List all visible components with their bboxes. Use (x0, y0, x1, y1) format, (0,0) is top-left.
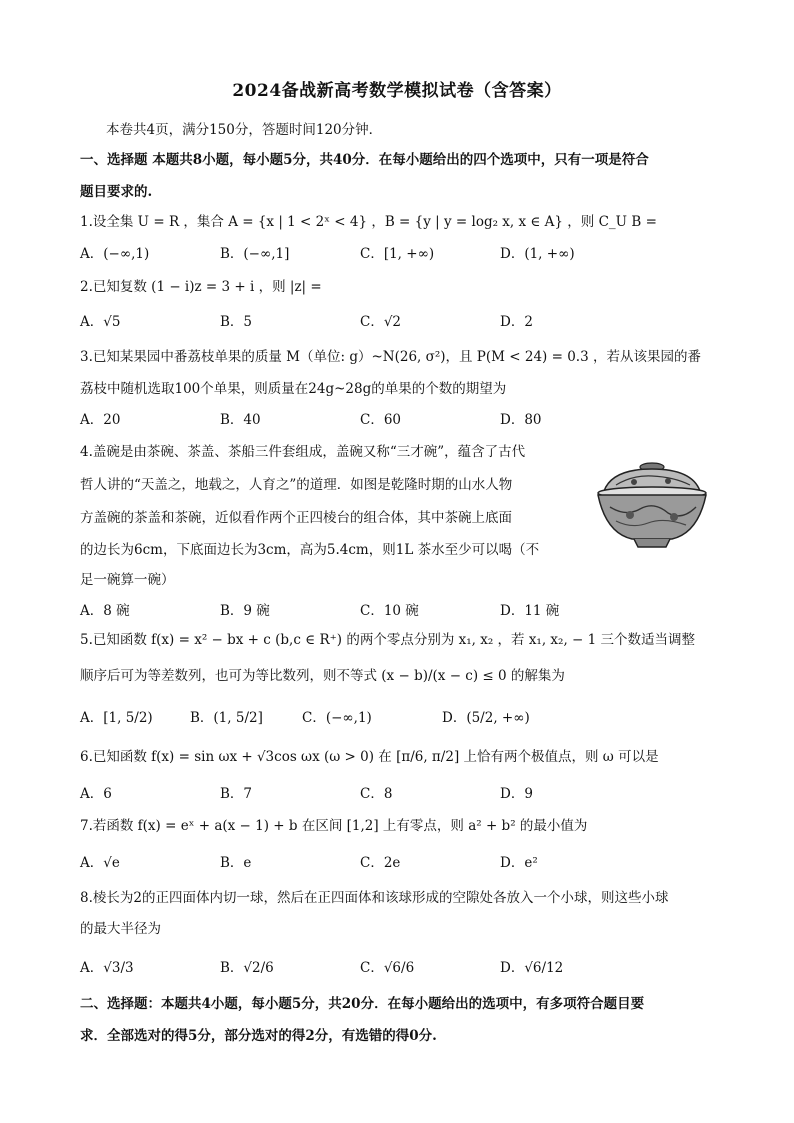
question-8-stem: 8.棱长为2的正四面体内切一球，然后在正四面体和该球形成的空隙处各放入一个小球，则这些小球 (80, 890, 669, 906)
question-4-stem-2: 哲人讲的“天盖之，地载之，人育之”的道理．如图是乾隆时期的山水人物 (80, 477, 513, 493)
q7-option-a: A．√e (80, 855, 120, 871)
q3-option-c: C．60 (360, 412, 402, 428)
intro-text: 本卷共4页，满分150分，答题时间120分钟． (106, 122, 383, 138)
q7-option-d: D．e² (500, 855, 538, 871)
q2-option-c: C．√2 (360, 314, 402, 330)
q4-option-c: C．10 碗 (360, 603, 419, 619)
question-4-stem-4: 的边长为6cm，下底面边长为3cm，高为5.4cm，则1L 茶水至少可以喝（不 (80, 542, 540, 558)
q7-option-b: B．e (220, 855, 252, 871)
question-7-stem: 7.若函数 f(x) = eˣ + a(x − 1) + b 在区间 [1,2] 上有零点，则 a² + b² 的最小值为 (80, 818, 588, 834)
q2-option-d: D．2 (500, 314, 533, 330)
q5-option-d: D．(5/2, +∞) (442, 710, 530, 726)
q8-option-a: A．√3/3 (80, 960, 134, 976)
q2-option-b: B．5 (220, 314, 253, 330)
q6-option-d: D．9 (500, 786, 533, 802)
q3-option-b: B．40 (220, 412, 261, 428)
q5-option-a: A．[1, 5/2) (80, 710, 153, 726)
question-3-stem: 3.已知某果园中番荔枝单果的质量 M（单位: g）~N(26, σ²)，且 P(M < 24) = 0.3 ，若从该果园的番 (80, 349, 701, 365)
question-8-stem-cont: 的最大半径为 (80, 921, 161, 937)
q4-option-b: B．9 碗 (220, 603, 270, 619)
q5-option-b: B．(1, 5/2] (190, 710, 263, 726)
q3-option-d: D．80 (500, 412, 542, 428)
q6-option-b: B．7 (220, 786, 253, 802)
q4-option-d: D．11 碗 (500, 603, 560, 619)
page-title: 2024备战新高考数学模拟试卷（含答案） (232, 81, 562, 101)
question-3-stem-cont: 荔枝中随机选取100个单果，则质量在24g~28g的单果的个数的期望为 (80, 381, 507, 397)
q6-option-a: A．6 (80, 786, 112, 802)
q1-option-d: D．(1, +∞) (500, 246, 575, 262)
section2-heading: 二、选择题：本题共4小题，每小题5分，共20分．在每小题给出的选项中，有多项符合题目要 (80, 996, 645, 1012)
question-5-stem: 5.已知函数 f(x) = x² − bx + c (b,c ∈ R⁺) 的两个零点分别为 x₁, x₂ ，若 x₁, x₂, − 1 三个数适当调整 (80, 632, 696, 648)
section1-heading-cont: 题目要求的. (80, 184, 153, 200)
q3-option-a: A．20 (80, 412, 121, 428)
section2-heading-cont: 求．全部选对的得5分，部分选对的得2分，有选错的得0分. (80, 1028, 437, 1044)
q6-option-c: C．8 (360, 786, 393, 802)
q2-option-a: A．√5 (80, 314, 121, 330)
lidded-bowl-image (582, 455, 722, 555)
q1-option-c: C．[1, +∞) (360, 246, 435, 262)
q5-option-c: C．(−∞,1) (302, 710, 372, 726)
q8-option-d: D．√6/12 (500, 960, 564, 976)
q7-option-c: C．2e (360, 855, 401, 871)
question-4-stem: 4.盖碗是由茶碗、茶盖、茶船三件套组成，盖碗又称“三才碗”，蕴含了古代 (80, 444, 526, 460)
q4-option-a: A．8 碗 (80, 603, 130, 619)
question-4-stem-5: 足一碗算一碗） (80, 572, 175, 588)
q8-option-c: C．√6/6 (360, 960, 415, 976)
q8-option-b: B．√2/6 (220, 960, 274, 976)
section1-heading: 一、选择题 本题共8小题，每小题5分，共40分．在每小题给出的四个选项中，只有一项是符合 (80, 152, 649, 168)
question-2-stem: 2.已知复数 (1 − i)z = 3 + i ，则 |z| = (80, 279, 322, 295)
question-5-stem-cont: 顺序后可为等差数列，也可为等比数列，则不等式 (x − b)/(x − c) ≤ 0 的解集为 (80, 668, 565, 684)
question-1-stem: 1.设全集 U = R ，集合 A = {x | 1 < 2ˣ < 4} ，B = {y | y = log₂ x, x ∈ A} ，则 C_U B = (80, 214, 657, 230)
q1-option-b: B．(−∞,1] (220, 246, 290, 262)
q1-option-a: A．(−∞,1) (80, 246, 150, 262)
question-6-stem: 6.已知函数 f(x) = sin ωx + √3cos ωx (ω > 0) 在 [π/6, π/2] 上恰有两个极值点，则 ω 可以是 (80, 749, 659, 765)
question-4-stem-3: 方盖碗的茶盖和茶碗，近似看作两个正四棱台的组合体，其中茶碗上底面 (80, 510, 512, 526)
